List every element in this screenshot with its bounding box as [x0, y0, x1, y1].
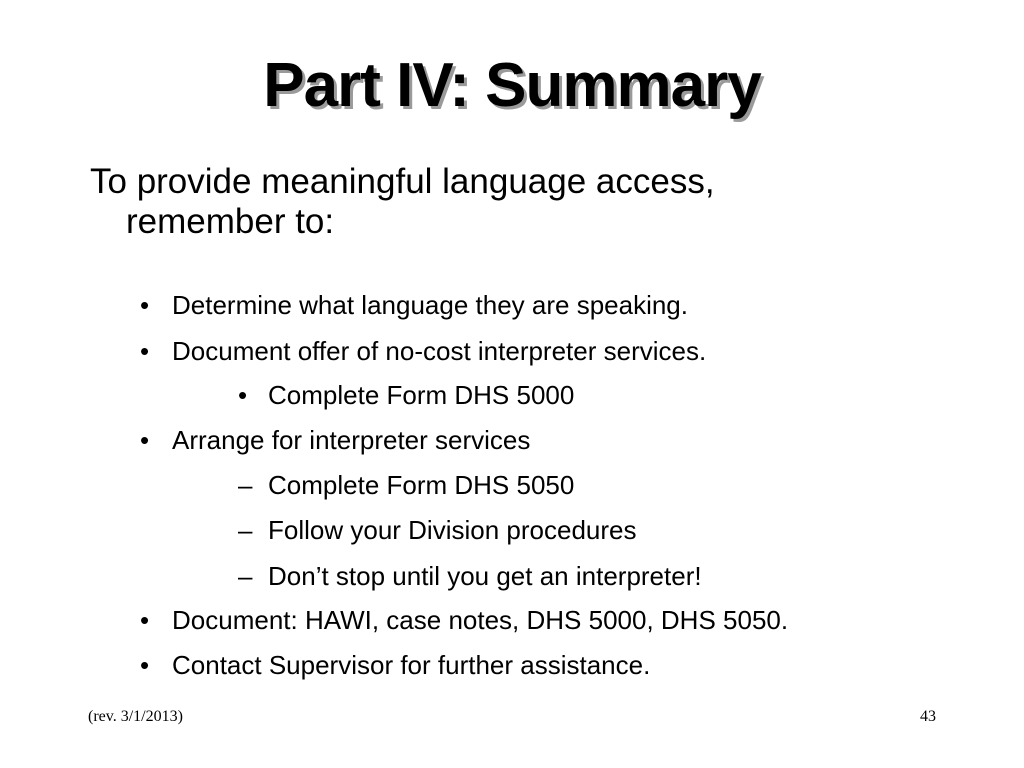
bullet-item	[140, 425, 530, 455]
sub-dash-item	[238, 561, 702, 591]
dash-marker: –	[238, 470, 253, 500]
bullet-marker: •	[140, 336, 150, 366]
bullet-item	[140, 336, 706, 366]
intro-line-2: remember to:	[126, 202, 335, 241]
bullet-text: Complete Form DHS 5050	[268, 470, 575, 500]
slide-title: Part IV: Summary	[263, 51, 761, 120]
bullet-marker: •	[238, 380, 248, 410]
bullet-text: Follow your Division procedures	[268, 515, 637, 545]
intro-line-1: To provide meaningful language access,	[90, 162, 715, 201]
bullet-text: Complete Form DHS 5000	[268, 380, 575, 410]
bullet-marker: •	[140, 605, 150, 635]
sub-dash-item	[238, 515, 636, 545]
bullet-item	[140, 650, 650, 680]
bullet-item	[140, 290, 688, 320]
bullet-text: Contact Supervisor for further assistance.	[172, 650, 651, 680]
revision-date: (rev. 3/1/2013)	[88, 708, 183, 725]
page-number: 43	[920, 708, 936, 725]
bullet-marker: •	[140, 425, 150, 455]
sub-bullet-item	[238, 380, 574, 410]
dash-marker: –	[238, 515, 253, 545]
bullet-text: Don’t stop until you get an interpreter!	[268, 561, 702, 591]
bullet-text: Arrange for interpreter services	[172, 425, 531, 455]
bullet-text: Document offer of no-cost interpreter services.	[172, 336, 707, 366]
bullet-item	[140, 605, 788, 635]
dash-marker: –	[238, 561, 253, 591]
sub-dash-item	[238, 470, 574, 500]
bullet-marker: •	[140, 290, 150, 320]
bullet-marker: •	[140, 650, 150, 680]
intro-text	[90, 162, 890, 242]
bullet-text: Document: HAWI, case notes, DHS 5000, DHS 5050.	[172, 605, 789, 635]
bullet-text: Determine what language they are speaking.	[172, 290, 688, 320]
